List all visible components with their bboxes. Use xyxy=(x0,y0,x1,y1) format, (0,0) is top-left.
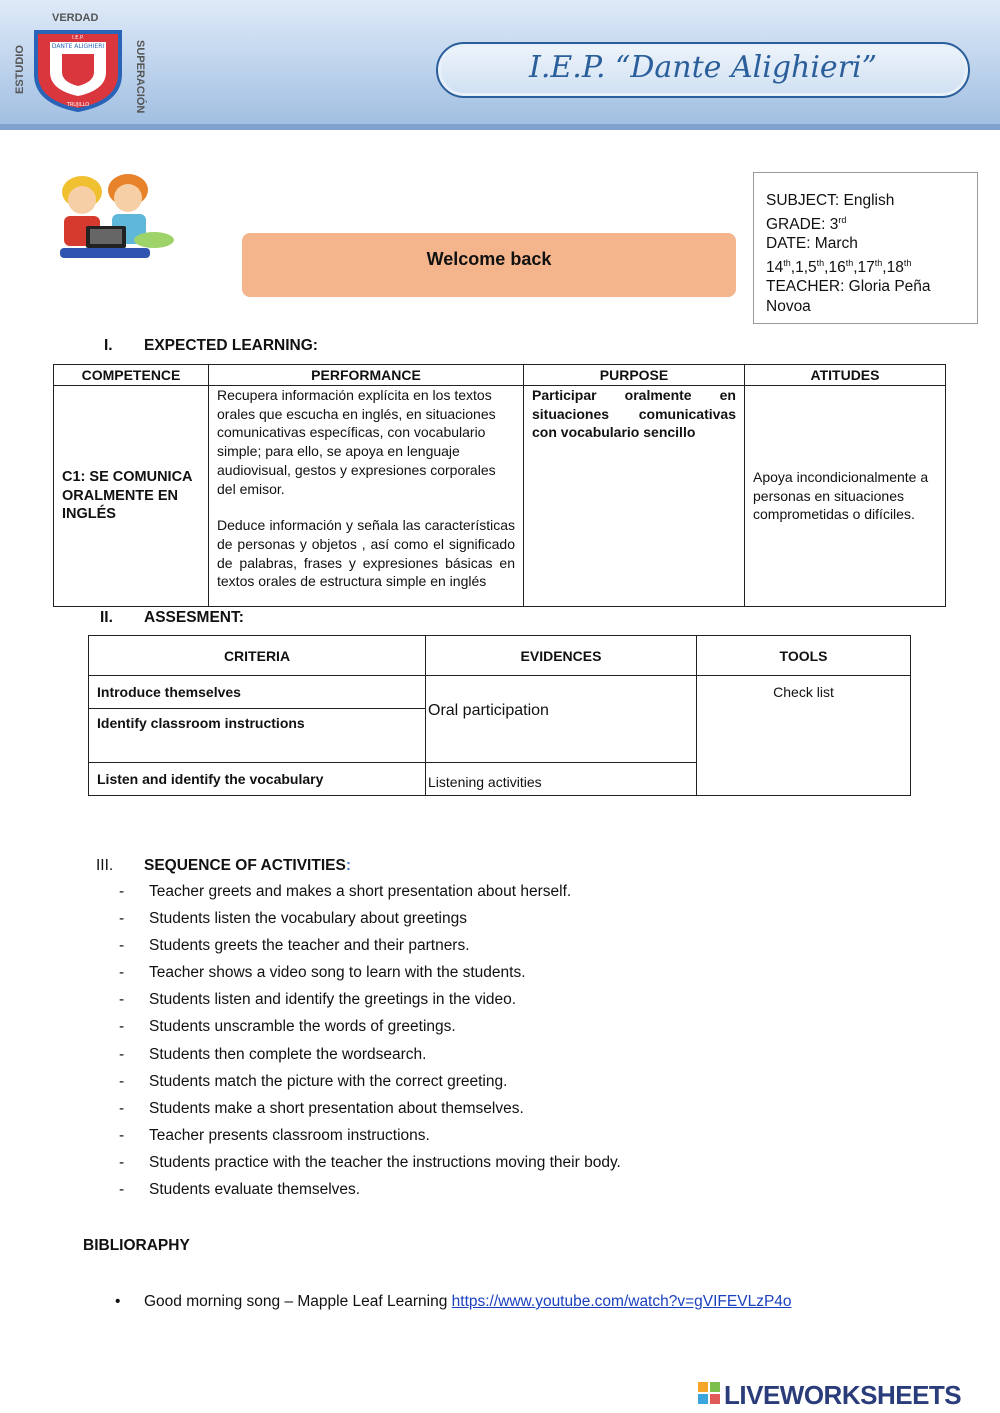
activity-text: Students make a short presentation about themselves. xyxy=(149,1099,524,1117)
activity-item xyxy=(119,1073,819,1100)
welcome-banner: Welcome back xyxy=(242,233,736,297)
activity-text: Students then complete the wordsearch. xyxy=(149,1045,427,1063)
criteria-cell: Identify classroom instructions xyxy=(89,709,426,763)
section-3-heading: III. SEQUENCE OF ACTIVITIES: xyxy=(96,857,351,874)
school-crest-logo xyxy=(32,28,124,112)
table1-header: COMPETENCE xyxy=(54,365,209,386)
competence-cell: C1: SE COMUNICA ORALMENTE EN INGLÉS xyxy=(54,386,209,607)
evidence-cell: Oral participation xyxy=(426,676,697,763)
table2-header: CRITERIA xyxy=(89,636,426,676)
dash-bullet: - xyxy=(119,1072,125,1090)
performance-text-2: Deduce información y señala las características de personas y objetos , así como el significado de palabras, frases y expresiones básicas en textos orales de estructura simple en inglés xyxy=(217,517,515,590)
dash-bullet: - xyxy=(119,1181,125,1199)
grade-line: GRADE: 3rd xyxy=(766,214,847,233)
crest-text-2: DANTE ALIGHIERI xyxy=(51,43,105,50)
dash-bullet: - xyxy=(119,964,125,982)
activity-text: Students listen and identify the greetings in the video. xyxy=(149,991,517,1009)
banner-stripe xyxy=(0,124,1000,130)
liveworksheets-logo-text: LIVEWORKSHEETS xyxy=(724,1380,962,1410)
dash-bullet: - xyxy=(119,1099,125,1117)
activity-text: Teacher greets and makes a short presentation about herself. xyxy=(149,883,572,900)
performance-cell xyxy=(209,386,524,607)
section-1-heading: I. EXPECTED LEARNING: xyxy=(104,337,318,354)
activity-text: Students match the picture with the correct greeting. xyxy=(149,1072,508,1090)
bibliography-entry xyxy=(115,1293,792,1311)
activity-item xyxy=(119,1181,819,1208)
dash-bullet: - xyxy=(119,1018,125,1036)
activity-text: Teacher shows a video song to learn with the students. xyxy=(149,964,526,982)
bibliography-heading: BIBLIORAPHY xyxy=(83,1237,190,1254)
expected-learning-table xyxy=(53,364,946,607)
school-name: I.E.P. “Dante Alighieri” xyxy=(529,50,877,85)
activity-item xyxy=(119,964,819,991)
activity-text: Students listen the vocabulary about greetings xyxy=(149,910,467,928)
activity-item xyxy=(119,937,819,964)
dash-bullet: - xyxy=(119,937,125,955)
bullet-icon: • xyxy=(115,1293,121,1310)
crest-word-right: SUPERACIÓN xyxy=(134,40,146,114)
kids-illustration xyxy=(50,170,180,262)
dash-bullet: - xyxy=(119,883,125,900)
dash-bullet: - xyxy=(119,910,125,928)
activity-item xyxy=(119,1127,819,1154)
crest-word-left: ESTUDIO xyxy=(14,45,26,94)
dash-bullet: - xyxy=(119,991,125,1009)
tools-cell: Check list xyxy=(697,676,911,796)
activity-text: Students evaluate themselves. xyxy=(149,1181,361,1199)
section-2-heading: II. ASSESMENT: xyxy=(100,609,244,626)
liveworksheets-logo-icon xyxy=(698,1382,720,1404)
crest-word-top: VERDAD xyxy=(52,12,99,24)
performance-text-1: Recupera información explícita en los textos orales que escucha en inglés, en situaciones comunicativas específicas, con vocabulario simple; para ello, se apoya en lenguaje audiovisual, gestos y expresiones corporales del emisor. xyxy=(217,387,496,497)
activity-item xyxy=(119,991,819,1018)
activities-list xyxy=(119,883,819,1208)
activity-text: Students unscramble the words of greetings. xyxy=(149,1018,456,1036)
dash-bullet: - xyxy=(119,1153,125,1171)
date-line: DATE: March xyxy=(766,235,858,253)
activity-item xyxy=(119,910,819,937)
activity-item xyxy=(119,1046,819,1073)
activity-item xyxy=(119,1154,819,1181)
assessment-table xyxy=(88,635,911,796)
activity-item xyxy=(119,1100,819,1127)
table2-header: EVIDENCES xyxy=(426,636,697,676)
activity-item xyxy=(119,883,819,910)
teacher-line: TEACHER: Gloria Peña Novoa xyxy=(766,278,931,315)
criteria-cell: Listen and identify the vocabulary xyxy=(89,763,426,796)
criteria-cell: Introduce themselves xyxy=(89,676,426,709)
crest-text-1: I.E.P. xyxy=(72,35,84,41)
date-days-line: 14th,1,5th,16th,17th,18th xyxy=(766,257,912,276)
activity-text: Students practice with the teacher the instructions moving their body. xyxy=(149,1153,621,1171)
evidence-cell: Listening activities xyxy=(426,763,697,796)
activity-text: Teacher presents classroom instructions. xyxy=(149,1126,430,1144)
activity-text: Students greets the teacher and their partners. xyxy=(149,937,470,955)
table1-header: PERFORMANCE xyxy=(209,365,524,386)
table1-header: ATITUDES xyxy=(745,365,946,386)
bibliography-text: Good morning song – Mapple Leaf Learning xyxy=(144,1293,448,1310)
info-box xyxy=(753,172,978,324)
dash-bullet: - xyxy=(119,1126,125,1144)
purpose-cell: Participar oralmente en situaciones comunicativas con vocabulario sencillo xyxy=(524,386,745,607)
activity-item xyxy=(119,1018,819,1045)
table1-header: PURPOSE xyxy=(524,365,745,386)
attitudes-cell: Apoya incondicionalmente a personas en situaciones comprometidas o difíciles. xyxy=(745,386,946,607)
bibliography-link[interactable]: https://www.youtube.com/watch?v=gVIFEVLzP4o xyxy=(451,1293,792,1310)
dash-bullet: - xyxy=(119,1045,125,1063)
subject-line: SUBJECT: English xyxy=(766,192,895,209)
crest-text-3: TRUJILLO xyxy=(66,102,90,108)
table2-header: TOOLS xyxy=(697,636,911,676)
